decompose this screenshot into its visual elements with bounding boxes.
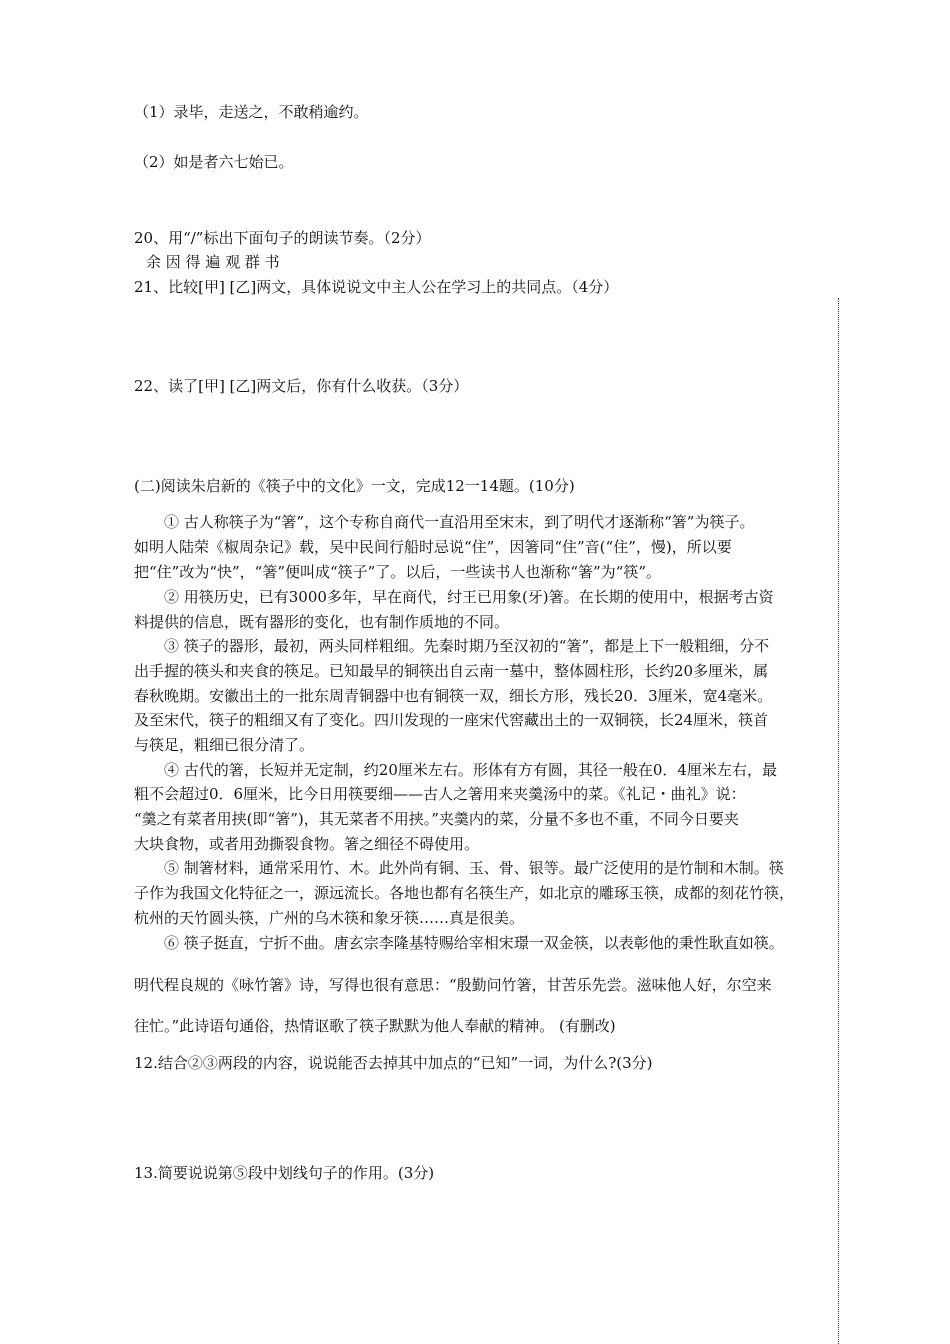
paragraph-2-line-1: ② 用筷历史，已有3000多年，早在商代，纣王已用象(牙)箸。在长期的使用中，根据考古资 [164,588,774,606]
paragraph-3-line-1: ③ 筷子的器形，最初，两头同样粗细。先秦时期乃至汉初的“箸”，都是上下一般粗细，分不 [164,637,770,655]
question-20-sentence: 余 因 得 遍 观 群 书 [146,253,280,271]
question-12: 12.结合②③两段的内容，说说能否去掉其中加点的“已知”一词，为什么?(3分) [134,1054,653,1072]
binding-cut-line [838,298,839,1344]
paragraph-1-line-1: ① 古人称筷子为“箸”，这个专称自商代一直沿用至宋末，到了明代才逐渐称“箸”为筷子。 [164,513,755,531]
paragraph-6-line-2: 明代程良规的《咏竹箸》诗，写得也很有意思：“殷勤问竹箸，甘苦乐先尝。滋味他人好，尔空来 [134,976,772,994]
paragraph-1-line-3: 把“住”改为“快”，“箸”便叫成“筷子”了。以后，一些读书人也渐称“箸”为“筷”。 [134,563,662,581]
paragraph-3-line-5: 与筷足，粗细已很分清了。 [134,736,315,754]
question-21: 21、比较[甲] [乙]两文，具体说说文中主人公在学习上的共同点。（4分） [134,278,619,296]
paragraph-6-line-1: ⑥ 筷子挺直，宁折不曲。唐玄宗李隆基特赐给宰相宋璟一双金筷，以表彰他的秉性耿直如筷。 [164,934,784,952]
paragraph-4-line-2: 粗不会超过0．6厘米，比今日用筷要细——古人之箸用来夹羹汤中的菜。《礼记・曲礼》说： [134,785,746,803]
question-20: 20、用“/”标出下面句子的朗读节奏。（2分） [134,229,431,247]
translation-question-1: （1）录毕，走送之，不敢稍逾约。 [134,103,369,121]
paragraph-3-line-4: 及至宋代，筷子的粗细又有了变化。四川发现的一座宋代窖藏出土的一双铜筷，长24厘米，筷首 [134,711,769,729]
paragraph-2-line-2: 料提供的信息，既有器形的变化，也有制作质地的不同。 [134,613,510,631]
paragraph-5-line-2: 子作为我国文化特征之一，源远流长。各地也都有名筷生产，如北京的雕琢玉筷，成都的刻花竹筷， [134,884,795,902]
translation-question-2: （2）如是者六七始已。 [134,153,294,171]
paragraph-5-line-1: ⑤ 制箸材料，通常采用竹、木。此外尚有铜、玉、骨、银等。最广泛使用的是竹制和木制。筷 [164,859,784,877]
paragraph-3-line-2: 出手握的筷头和夹食的筷足。已知最早的铜筷出自云南一墓中，整体圆柱形，长约20多厘米，属 [134,662,769,680]
paragraph-4-line-3: “羹之有菜者用挟(即“箸”)，其无菜者不用挟。”夹羹内的菜，分量不多也不重，不同今日要夹 [134,810,739,828]
section-2-intro: (二)阅读朱启新的《筷子中的文化》一文，完成12一14题。(10分) [134,477,575,495]
paragraph-1-line-2: 如明人陆荣《椒周杂记》载，吴中民间行船时忌说“住”，因箸同“住”音(“住”，慢)，所以要 [134,538,732,556]
paragraph-4-line-4: 大块食物，或者用劲撕裂食物。箸之细径不碍使用。 [134,835,480,853]
paragraph-6-line-3: 往忙。”此诗语句通俗，热情讴歌了筷子默默为他人奉献的精神。 (有删改) [134,1017,616,1035]
paragraph-4-line-1: ④ 古代的箸，长短并无定制，约20厘米左右。形体有方有圆，其径一般在0．4厘米左右，最 [164,761,777,779]
paragraph-5-line-3: 杭州的天竹圆头筷，广州的乌木筷和象牙筷……真是很美。 [134,909,525,927]
question-22: 22、读了[甲] [乙]两文后，你有什么收获。（3分） [134,377,469,395]
question-13: 13.简要说说第⑤段中划线句子的作用。(3分) [134,1164,435,1182]
paragraph-3-line-3: 春秋晚期。安徽出土的一批东周青铜器中也有铜筷一双，细长方形，残长20．3厘米，宽4毫米。 [134,687,773,705]
